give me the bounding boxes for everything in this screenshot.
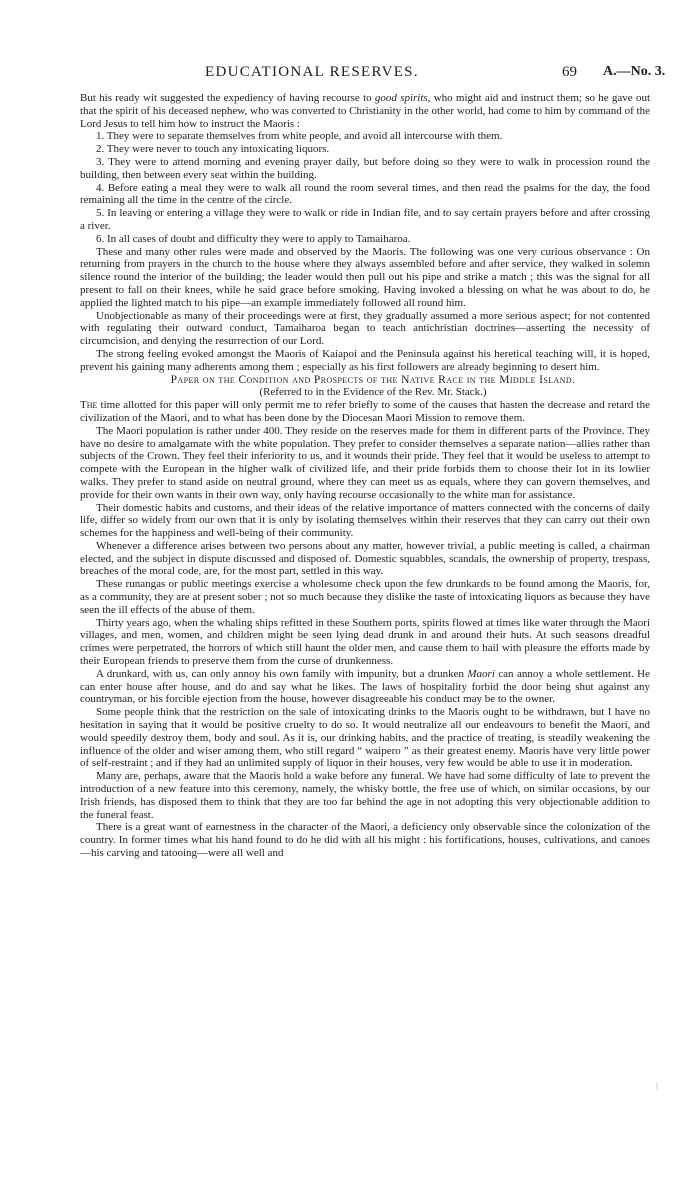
rule-item: 6. In all cases of doubt and difficulty they were to apply to Tamaiharoa. — [96, 232, 411, 245]
rule-item: 3. They were to attend morning and evening prayer daily, but before doing so they were to walk in procession round the building, then between every seat within the building. — [80, 155, 650, 181]
rule-item: 2. They were never to touch any intoxicating liquors. — [96, 143, 330, 156]
paragraph-thirty-years: Thirty years ago, when the whaling ships refitted in these Southern ports, spirits flowed at times like water through the Maori villages, and men, women, and children might be seen lying dead drunk in and around their huts. At such seasons dreadful crimes were perpetrated, the horrors of which still haunt the older men, and cause them to hail with pleasure the efforts made by their European friends to preserve them from the curse of drunkenness. — [80, 616, 650, 668]
paragraph-time-allotted — [80, 399, 650, 425]
paragraph-runangas: These runangas or public meetings exercise a wholesome check upon the few drunkards to be found among the Maoris, for, as a community, they are at present sober ; not so much because they dislike the taste of intoxicating liquors as because they have seen the ill effects of the abuse of them. — [80, 578, 650, 616]
drunkard-text-start: A drunkard, with us, can only annoy his own family with impunity, but a drunken — [96, 667, 464, 680]
paragraph-drunkard — [80, 668, 650, 706]
intro-italic-phrase: good spirits, — [374, 92, 431, 104]
paragraph-earnestness: There is a great want of earnestness in the character of the Maori, a deficiency only observable since the colonization of the country. In former times what his hand found to do he did with all his might : his fortifications, houses, cultivations, and canoes—his carving and tatooing—were all well and — [80, 821, 650, 860]
intro-paragraph — [80, 92, 650, 130]
paragraph-difference: Whenever a difference arises between two persons about any matter, however trivial, a public meeting is called, a chairman elected, and the subject in dispute discussed and disposed of. Domestic squabbles, scandals, the ownership of property, trespass, breaches of the moral code, are, for the most part, settled in this way. — [80, 539, 650, 578]
running-title: EDUCATIONAL RESERVES. — [205, 64, 419, 80]
document-reference: A.—No. 3. — [603, 64, 666, 79]
paragraph-unobjectionable: Unobjectionable as many of their proceedings were at first, they gradually assumed a more serious aspect; for not contented with regulating their outward conduct, Tamaiharoa began to teach antichristian doctrines—asserting the necessity of circumcision, and denying the resurrection of our Lord. — [80, 309, 650, 348]
intro-text-start: But his ready wit suggested the expediency of having recourse to — [80, 92, 372, 104]
rule-item: 4. Before eating a meal they were to walk all round the room several times, and then read the psalms for the day, the food remaining all the time in the centre of the circle. — [80, 181, 650, 207]
rules-list — [80, 130, 650, 245]
drunkard-italic-word: Maori — [467, 667, 495, 680]
paragraph-rules-observance: These and many other rules were made and observed by the Maoris. The following was one very curious observance : On returning from prayers in the church to the house where they always assembled before and after service, they walked in solemn silence round the interior of the building; the leader would then pull out his pipe and strike a match ; this was the signal for all present to fall on their knees, while he said grace before smoking. Having invoked a blessing on what he was about to do, he applied the lighted match to his pipe—an example immediately followed all round him. — [80, 245, 650, 309]
rule-item: 5. In leaving or entering a village they were to walk or ride in Indian file, and to say certain prayers before and after crossing a river. — [80, 207, 650, 232]
paragraph-domestic-habits: Their domestic habits and customs, and their ideas of the relative importance of matters connected with the concerns of daily life, differ so widely from our own that it is only by isolating themselves within their reserves that they can carry out their own schemes for the happiness and well-being of their community. — [80, 501, 650, 540]
section-subtitle: (Referred to in the Evidence of the Rev. Mr. Stack.) — [259, 386, 487, 399]
drunkard-text-end: can annoy a whole settlement. He can enter house after house, and do and say what he likes. The laws of hospitality forbid the door being shut against any countryman, or his forcible ejection from the house, however disagreeable his conduct may be to the owner. — [80, 667, 650, 706]
section-title: Paper on the Condition and Prospects of the Native Race in the Middle Island. — [170, 373, 576, 386]
page-number: 69 — [562, 64, 577, 80]
page-header — [0, 64, 700, 84]
paragraph-some-people: Some people think that the restriction on the sale of intoxicating drinks to the Maoris ought to be withdrawn, but I have no hesitation in saying that it would be positive cruelty to do so. It would neutralize all our endeavours to benefit the Maori, and would speedily destroy them, body and soul. As it is, our drinking habits, and the practice of treating, is steadily weakening the influence of the older and wiser among them, who still regard “ waipero ” as their greatest enemy. Maoris have very little power of self-restraint ; and if they had an unlimited supply of liquor in their houses, very few would be able to use it in moderation. — [80, 706, 650, 770]
paragraph-time-text: time allotted for this paper will only permit me to refer briefly to some of the causes that hasten the decrease and retard the civilization of the Maori, and to what has been done by the Diocesan Maori Mission to remove them. — [80, 399, 650, 424]
paragraph-population: The Maori population is rather under 400. They reside on the reserves made for them in different parts of the Province. They have no desire to amalgamate with the white population. They prefer to consider themselves a separate nation—allies rather than subjects of the Crown. They feel their inferiority to us, and it wounds their pride. They feel that it would be useless to attempt to compete with the European in the higher walk of civilized life, and their pride forbids them to choose their lot in its lowlier walks. They prefer to stand aside on neutral ground, where they can meet us as equals, where they can govern themselves, and provide for their own wants in their own way, only having recourse occasionally to the white man for assistance. — [80, 424, 650, 501]
lead-word: The — [80, 399, 98, 412]
intro-text-end: who might aid and instruct them; so he gave out that the spirit of his deceased nephew, who was converted to Christianity in the other world, had come to him by command of the Lord Jesus to tell him how to instruct the Maoris : — [80, 92, 651, 130]
paragraph-strong-feeling: The strong feeling evoked amongst the Maoris of Kaiapoi and the Peninsula against his heretical teaching will, it is hoped, prevent his gaining many adherents among them ; especially as his first followers are already beginning to desert him. — [80, 347, 650, 373]
margin-tick — [656, 1082, 658, 1090]
body-text — [80, 92, 650, 860]
rule-item: 1. They were to separate themselves from white people, and avoid all intercourse with them. — [96, 130, 503, 143]
paragraph-wake: Many are, perhaps, aware that the Maoris hold a wake before any funeral. We have had some difficulty of late to prevent the introduction of a new feature into this ceremony, namely, the whisky bottle, the free use of which, on similar occasions, by our Irish friends, has disposed them to think that they are too far behind the age in not adopting this very objectionable addition to the funeral feast. — [80, 770, 650, 821]
